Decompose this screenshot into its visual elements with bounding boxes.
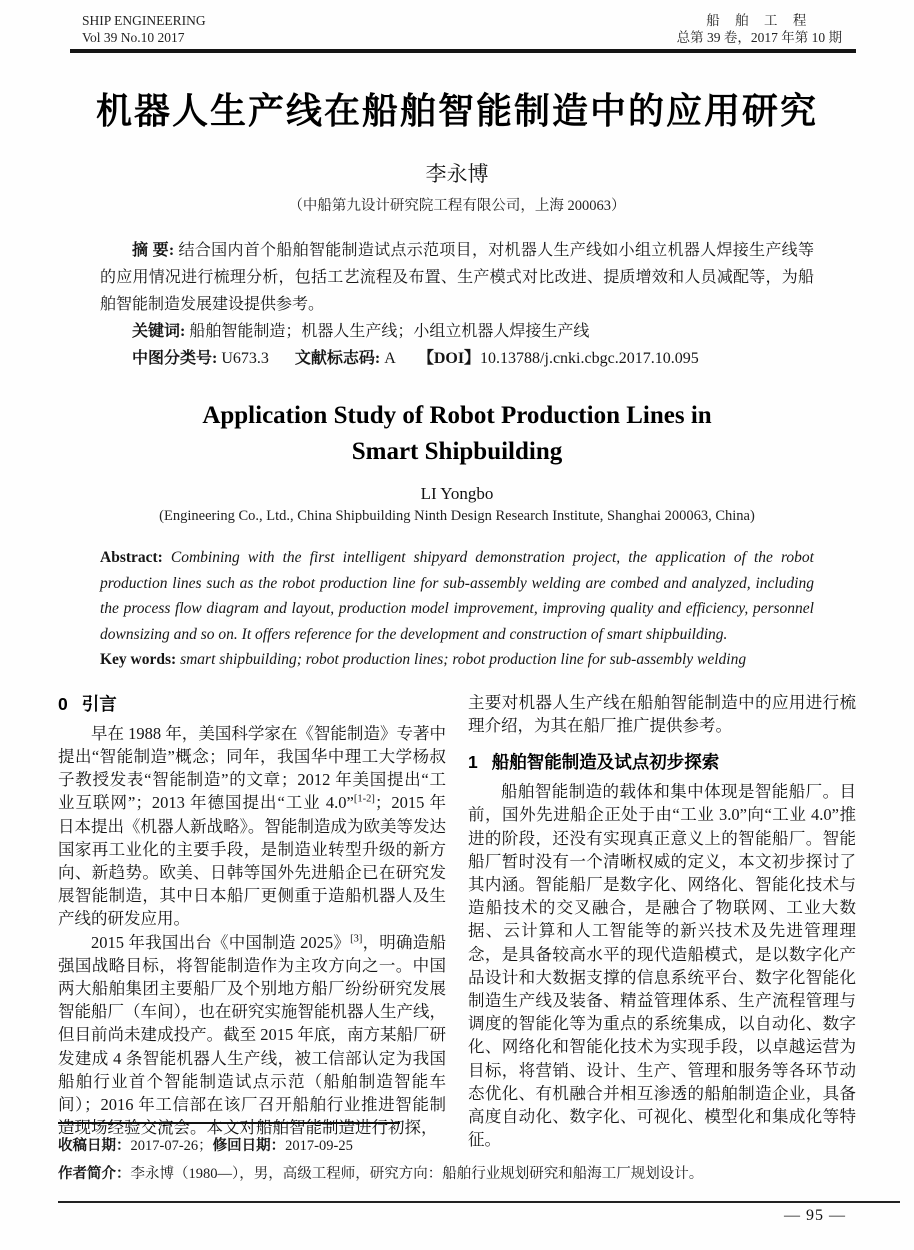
doi-value: 10.13788/j.cnki.cbgc.2017.10.095: [480, 350, 699, 367]
body-paragraph: [58, 931, 446, 1140]
article-title-cn: 机器人生产线在船舶智能制造中的应用研究: [95, 91, 818, 131]
section-number: 0: [58, 693, 68, 714]
affiliation-en: (Engineering Co., Ltd., China Shipbuilding Ninth Design Research Institute, Shanghai 200063, China): [159, 508, 755, 524]
section-heading-0: [58, 693, 446, 716]
paragraph-text: 2015 年我国出台《中国制造 2025》: [91, 932, 351, 952]
clc-label: 中图分类号:: [132, 350, 218, 367]
body-paragraph: [58, 722, 446, 931]
section-number: 1: [468, 751, 478, 772]
citation-ref: [3]: [350, 933, 363, 945]
volume-info-en: Vol 39 No.10 2017: [82, 30, 185, 45]
abstract-en: [100, 545, 814, 647]
keywords-text-en: smart shipbuilding; robot production lines; robot production line for sub-assembly welding: [176, 651, 747, 668]
author-name-cn: 李永博: [425, 162, 489, 186]
bio-value: 李永博（1980—），男，高级工程师，研究方向：船舶行业规划研究和船海工厂规划设计。: [130, 1166, 704, 1182]
journal-title-cn: 船 舶 工 程: [706, 13, 813, 28]
clc-value: U673.3: [217, 350, 269, 367]
dates-line: [58, 1132, 856, 1160]
right-column: [468, 691, 856, 1152]
doi-label: 【DOI】: [417, 350, 481, 367]
body-paragraph: 船舶智能制造的载体和集中体现是智能船厂。目前，国外先进船企正处于由“工业 3.0”向“工业 4.0”推进的阶段，还没有实现真正意义上的智能船厂。智能船厂暂时没有一个清晰权威的定义，本文初步探讨了其内涵。智能船厂是数字化、网络化、智能化技术与造船技术的交叉融合，是融合了物联网、工业大数据、云计算和人工智能等的新兴技术及先进管理理念，是具备较高水平的现代造船模式，是以数字化产品设计和大数据支撑的信息系统平台、数字化智能化制造生产线及装备、精益管理体系、生产流程管理与调度的智能化等为重点的系统集成，以自动化、数字化、网络化和智能化技术为实现手段，以卓越运营为目标，将营销、设计、生产、管理和服务等各环节动态优化、有机融合并相互渗透的船舶制造企业，具备高度自动化、数字化、可视化、模型化和集成化等特征。: [468, 782, 856, 1150]
author-bio-line: [58, 1160, 856, 1188]
paragraph-text: ；2015 年日本提出《机器人新战略》。智能制造成为欧美等发达国家再工业化的主要手段，是制造业转型升级的新方向、新趋势。欧美、日韩等国外先进船企已在研究发展智能制造，其中日本船厂更侧重于造船机器人及生产线的研发应用。: [58, 793, 447, 929]
abstract-text-en: Combining with the first intelligent shipyard demonstration project, the application of the robot production lines such as the robot production line for sub-assembly welding are combed and analyzed, including the process flow diagram and layout, production model improvement, improving quality and efficiency, personnel downsizing and so on. It offers reference for the development and construction of smart shipbuilding.: [100, 549, 814, 643]
keywords-cn: [100, 318, 814, 345]
section-heading-1: [468, 751, 856, 774]
volume-info-cn: 总第 39 卷，2017 年第 10 期: [676, 30, 842, 45]
citation-ref: [1-2]: [353, 793, 375, 805]
keywords-label-en: Key words:: [100, 651, 177, 668]
page-header: [58, 10, 856, 46]
footnote-rule: [58, 1122, 400, 1124]
keywords-en: [100, 647, 814, 673]
english-meta-block: [100, 545, 814, 673]
received-value: 2017-07-26；: [130, 1138, 213, 1154]
revised-value: 2017-09-25: [285, 1138, 353, 1154]
header-rule: [70, 49, 856, 53]
revised-label: 修回日期：: [212, 1138, 286, 1154]
section-title: 船舶智能制造及试点初步探索: [491, 751, 720, 772]
doc-code-value: A: [380, 350, 396, 367]
footnote-block: [58, 1122, 856, 1188]
section-title: 引言: [81, 693, 117, 714]
keywords-label-cn: 关键词:: [132, 323, 186, 340]
author-name-en: LI Yongbo: [420, 484, 494, 503]
bottom-rule: [58, 1201, 900, 1203]
header-left: [82, 12, 206, 46]
abstract-label-cn: 摘 要:: [132, 242, 175, 259]
left-column: [58, 691, 446, 1152]
footnote-text: [58, 1132, 856, 1188]
article-title-en: [58, 398, 856, 470]
abstract-text-cn: 结合国内首个船舶智能制造试点示范项目，对机器人生产线如小组立机器人焊接生产线等的应用情况进行梳理分析，包括工艺流程及布置、生产模式对比改进、提质增效和人员减配等，为船舶智能制造发展建设提供参考。: [100, 242, 814, 313]
two-column-body: [58, 691, 856, 1152]
keywords-text-cn: 船舶智能制造；机器人生产线；小组立机器人焊接生产线: [185, 323, 590, 340]
page-number: — 95 —: [784, 1207, 846, 1224]
affiliation-cn: （中船第九设计研究院工程有限公司，上海 200063）: [288, 198, 626, 214]
paragraph-text: ，明确造船强国战略目标，将智能制造作为主攻方向之一。中国两大船舶集团主要船厂及个别地方船厂纷纷研究发展智能船厂（车间），也在研究实施智能机器人生产线，但目前尚未建成投产。截至 2015 年底，南方某船厂研发建成 4 条智能机器人生产线，被工信部认定为我国船舶行业首个智能制造试点示范（船舶制造智能车间）；2016 年工信部在该厂召开船舶行业推进智能制造现场经验交流会。本文对船舶智能制造进行初探，: [58, 932, 447, 1138]
journal-title-en: SHIP ENGINEERING: [82, 13, 206, 28]
article-title-en-line1: Application Study of Robot Production Lines in: [202, 402, 712, 429]
body-paragraph-continuation: 主要对机器人生产线在船舶智能制造中的应用进行梳理介绍，为其在船厂推广提供参考。: [468, 692, 856, 735]
bio-label: 作者简介：: [58, 1166, 131, 1182]
article-title-en-line2: Smart Shipbuilding: [351, 438, 563, 465]
received-label: 收稿日期：: [58, 1138, 131, 1154]
doc-code-label: 文献标志码:: [294, 350, 381, 367]
paragraph-text: 早在 1988 年，美国科学家在《智能制造》专著中提出“智能制造”概念；同年，我国华中理工大学杨叔子教授发表“智能制造”的文章；2012 年美国提出“工业互联网”；2013 年德国提出“工业 4.0”: [58, 723, 446, 813]
chinese-meta-block: [100, 237, 814, 372]
classification-line: [100, 345, 814, 372]
abstract-cn: [100, 237, 814, 318]
header-right: [677, 12, 842, 46]
abstract-label-en: Abstract:: [100, 549, 163, 566]
